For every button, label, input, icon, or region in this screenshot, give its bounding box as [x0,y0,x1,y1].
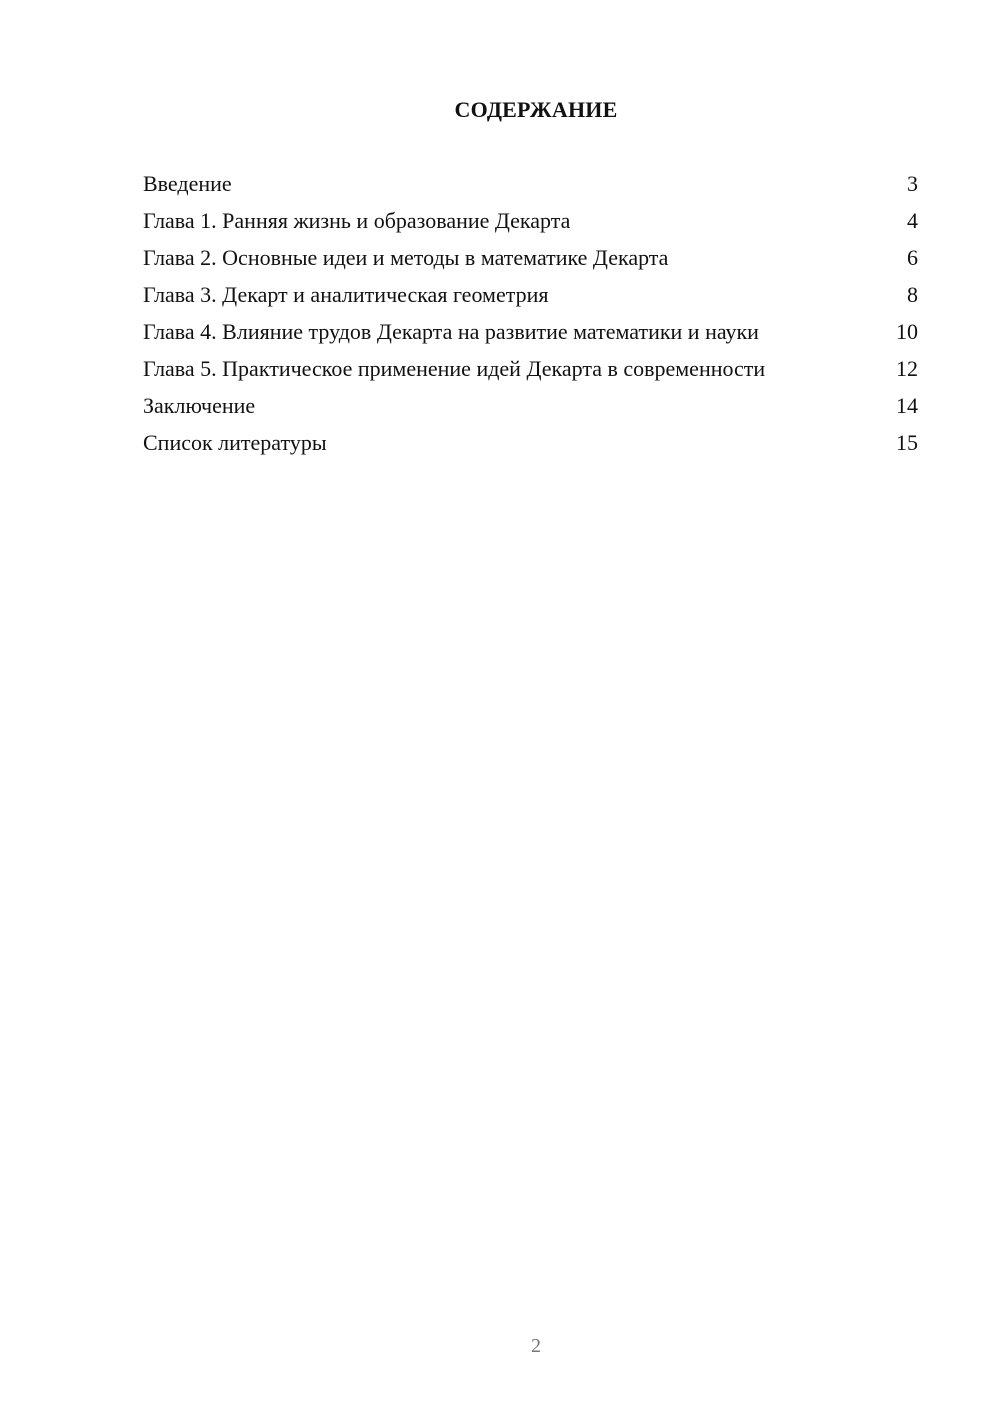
toc-entry[interactable] [143,319,918,345]
toc-entry[interactable] [143,356,918,382]
toc-entry-page: 8 [907,282,918,307]
toc-entry[interactable] [143,171,918,197]
toc-entry[interactable] [143,282,918,308]
toc-entry-title: Глава 5. Практическое применение идей Декарта в современности [143,356,766,381]
page-title: СОДЕРЖАНИЕ [454,97,618,122]
toc-entry[interactable] [143,393,918,419]
toc-entry-page: 3 [907,171,918,196]
toc-entry-title: Список литературы [143,430,327,455]
page-number: 2 [531,1335,541,1357]
toc-entry-title: Глава 4. Влияние трудов Декарта на развитие математики и науки [143,319,759,344]
toc-entry-page: 12 [896,356,918,381]
toc-entry-page: 4 [907,208,918,233]
toc-entry-page: 15 [896,430,918,455]
toc-entry-title: Заключение [143,393,256,418]
toc-entry[interactable] [143,208,918,234]
table-of-contents [143,171,918,467]
toc-entry-page: 6 [907,245,918,270]
toc-entry-title: Глава 2. Основные идеи и методы в математике Декарта [143,245,669,270]
toc-entry[interactable] [143,245,918,271]
toc-entry-title: Глава 3. Декарт и аналитическая геометрия [143,282,549,307]
toc-entry-page: 10 [896,319,918,344]
toc-entry-title: Глава 1. Ранняя жизнь и образование Декарта [143,208,571,233]
toc-entry-page: 14 [896,393,918,418]
toc-entry-title: Введение [143,171,232,196]
toc-entry[interactable] [143,430,918,456]
